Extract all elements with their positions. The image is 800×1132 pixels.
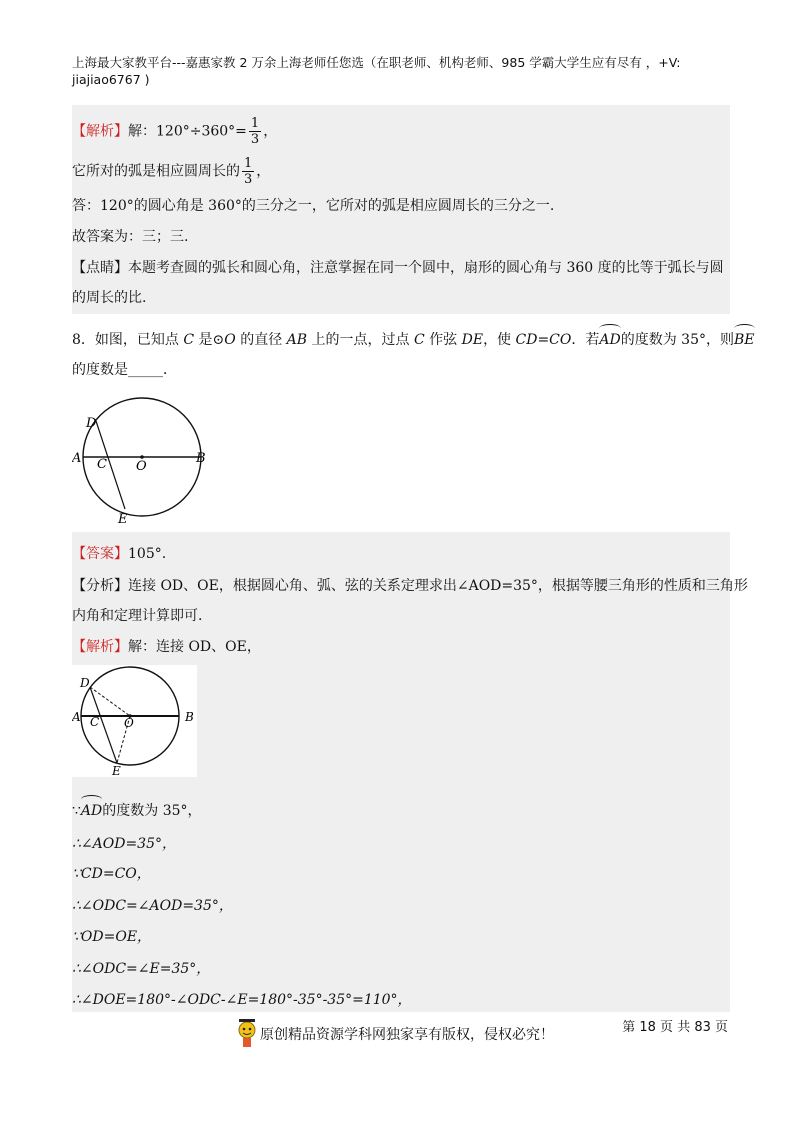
question-number: 8．: [72, 332, 95, 348]
dianjing-line-2: 的周长的比.: [72, 290, 147, 306]
label-c: C: [97, 457, 107, 472]
q-de: DE: [461, 332, 484, 348]
label-e: E: [118, 512, 128, 527]
step1-pre: ∵: [72, 803, 81, 819]
page-header: [72, 54, 732, 88]
dianjing-tag: 【点睛】: [72, 260, 128, 276]
fraction-one-third-2: [242, 156, 254, 187]
answer-value: 105°.: [128, 546, 167, 562]
arc-be: BE: [734, 326, 755, 350]
dianjing-text: 本题考查圆的弧长和圆心角，注意掌握在同一个圆中，扇形的圆心角与 360 度的比等于弧长与圆: [128, 260, 724, 276]
q-text-a: 如图，已知点: [94, 332, 184, 348]
label-c-2: C: [90, 715, 100, 729]
analysis-tag: 【分析】: [72, 578, 128, 594]
frac-den-2: 3: [244, 172, 253, 187]
step-6: ∴∠ODC=∠E=35°，: [72, 961, 211, 977]
label-d: D: [86, 416, 97, 431]
frac-num: 1: [250, 116, 260, 131]
jiexi-text-q8: 解：连接 OD、OE，: [128, 639, 261, 655]
jiexi-line-2: [72, 156, 270, 187]
jiexi-tag: 【解析】: [72, 123, 128, 140]
analysis-text: 连接 OD、OE，根据圆心角、弧、弦的关系定理求出∠AOD=35°，根据等腰三角形的性质和三角形: [128, 578, 748, 594]
label-d-2: D: [80, 676, 90, 690]
jiexi-tag-q8: 【解析】: [72, 639, 128, 655]
label-b: B: [196, 451, 206, 466]
analysis-line-1: [72, 576, 748, 596]
copyright-note: 原创精品资源学科网独家享有版权，侵权必究！: [260, 1027, 554, 1043]
label-o-2: O: [124, 716, 134, 730]
solution-geometry-figure: [72, 665, 197, 777]
q-point-c: C: [183, 332, 195, 348]
step-4: ∴∠ODC=∠AOD=35°，: [72, 898, 233, 914]
answer-line: 答：120°的圆心角是 360°的三分之一，它所对的弧是相应圆周长的三分之一.: [72, 198, 555, 214]
dianjing-line-1: [72, 258, 724, 278]
segment-od: [90, 687, 130, 716]
q-point-c-2: C: [413, 332, 425, 348]
q-cd-eq-co: CD=CO: [515, 332, 572, 348]
jiexi-line-q8: [72, 637, 261, 657]
q-text-b: 是⊙: [194, 332, 225, 348]
frac-num-2: 1: [244, 156, 253, 171]
q-text-c: 的直径: [235, 332, 287, 348]
step-7: ∴∠DOE=180°-∠ODC-∠E=180°-35°-35°=110°，: [72, 992, 412, 1008]
q-point-o: O: [224, 332, 236, 348]
label-a: A: [72, 451, 82, 466]
answer-tag: 【答案】: [72, 546, 128, 562]
question-8-line-1: [72, 326, 755, 350]
label-b-2: B: [185, 710, 194, 724]
q-ab: AB: [286, 332, 308, 348]
header-line-1: 上海最大家教平台---嘉惠家教 2 万余上海老师任您选（在职老师、机构老师、985 学霸大学生应有尽有 ，+V:: [72, 55, 681, 70]
arc-ad: AD: [599, 326, 620, 350]
label-o: O: [136, 459, 147, 474]
step-2: ∴∠AOD=35°，: [72, 836, 176, 852]
fill-answer-line: 故答案为：三；三.: [72, 229, 189, 245]
answer-line-q8: [72, 544, 166, 564]
step-3: ∵CD=CO，: [72, 866, 151, 882]
analysis-line-2: 内角和定理计算即可.: [72, 608, 203, 624]
q-text-f: ，使: [483, 332, 516, 348]
step1-post: 的度数为 35°，: [102, 803, 202, 819]
q-text-h: 的度数为 35°，则: [620, 332, 734, 348]
jiexi-pre: 解：120°÷360°=: [128, 123, 247, 140]
q-text-e: 作弦: [424, 332, 462, 348]
step-1: [72, 797, 202, 821]
question-8-line-2: 的度数是_____．: [72, 362, 177, 378]
geometry-figure: [72, 395, 222, 530]
jiexi-post: ，: [263, 123, 278, 140]
label-e-2: E: [112, 764, 121, 777]
q-text-d: 上的一点，过点: [307, 332, 414, 348]
header-line-2: jiajiao6767 ): [72, 72, 150, 87]
step1-arc: AD: [81, 797, 102, 821]
step-5: ∵OD=OE，: [72, 929, 152, 945]
q-text-g: ．若: [571, 332, 600, 348]
jiexi-line-1: [72, 116, 277, 147]
mascot-icon: [236, 1016, 258, 1050]
line2-pre: 它所对的弧是相应圆周长的: [72, 163, 240, 180]
page-number: 第 18 页 共 83 页: [622, 1020, 728, 1035]
line2-post: ，: [256, 163, 271, 180]
frac-den: 3: [250, 132, 260, 147]
fraction-one-third: [249, 116, 261, 147]
label-a-2: A: [72, 710, 81, 724]
